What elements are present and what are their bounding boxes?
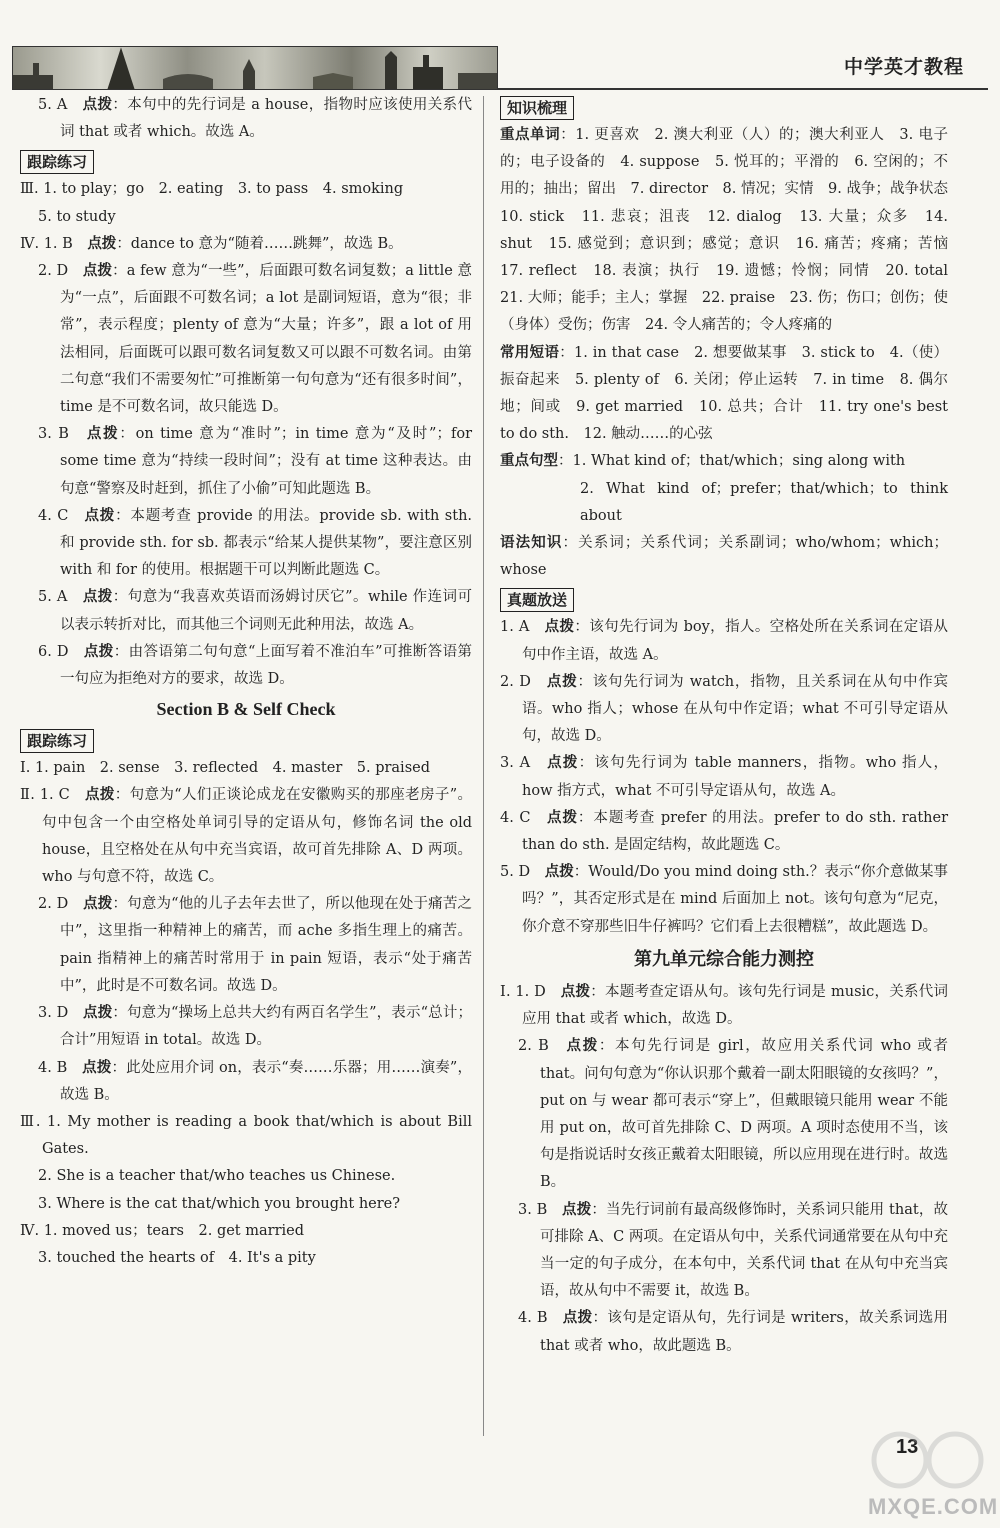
answer-item: 2. D 点拨：该句先行词为 watch，指物，且关系词在从句中作宾语。who 指人；whose 在从句中作定语；what 不可引导定语从句，故选 D。 bbox=[500, 673, 949, 745]
answer-item: 3. B 点拨：当先行词前有最高级修饰时，关系词只能用 that，故可排除 A、C 两项。在定语从句中，关系代词通常要在从句中充当一定的句子成分，在本句中，关系代词 that 在从句中充当宾语，故从句中不需要 it，故选 B。 bbox=[518, 1201, 948, 1300]
grammar-knowledge: 语法知识：关系词；关系代词；关系副词；who/whom；which；whose bbox=[500, 535, 949, 579]
column-divider bbox=[483, 96, 484, 1436]
header-rule bbox=[498, 88, 988, 90]
answer-item: Ⅰ. 1. D 点拨：本题考查定语从句。该句先行词是 music，关系代词应用 that 或者 which，故选 D。 bbox=[500, 983, 949, 1028]
key-sentences-line2: 2. What kind of；prefer；that/which；to think about bbox=[580, 480, 948, 524]
city-skyline-icon bbox=[13, 46, 498, 89]
key-words: 重点单词：1. 更喜欢 2. 澳大利亚（人）的；澳大利亚人 3. 电子的；电子设备的 4. suppose 5. 悦耳的；平滑的 6. 空闲的；不用的；抽出；留出 7. director 8. 情况；实情 9. 战争；战争状态 10. stick 11. 悲哀；沮丧 12. dialog 13. 大量；众多 14. shut 15. 感觉到；意识到；感觉；意识 16. 痛苦；疼痛；苦恼 17. reflect 18. 表演；执行 19. 遗憾；怜悯；同情 20. total 21. 大师；能手；主人；掌握 22. praise 23. 伤；伤口；创伤；使（身体）受伤；伤害 24. 令人痛苦的；令人疼痛的 bbox=[500, 127, 963, 334]
answer-line: 3. touched the hearts of 4. It's a pity bbox=[38, 1249, 316, 1266]
answer-line: 3. Where is the cat that/which you brought here? bbox=[38, 1195, 401, 1212]
section-b-title: Section B & Self Check bbox=[156, 699, 336, 720]
answer-item: 4. C 点拨：本题考查 prefer 的用法。prefer to do sth. rather than do sth. 是固定结构，故此题选 C。 bbox=[500, 809, 949, 854]
answer-line: 2. She is a teacher that/who teaches us Chinese. bbox=[38, 1168, 396, 1185]
header-banner-image bbox=[12, 46, 498, 90]
left-column bbox=[20, 92, 472, 1272]
section-heading: 真题放送 bbox=[500, 588, 574, 612]
answer-item: 6. D 点拨：由答语第二句句意“上面写着不准泊车”可推断答语第一句应为拒绝对方的要求，故选 D。 bbox=[38, 643, 473, 688]
section-heading: 知识梳理 bbox=[500, 96, 574, 120]
answer-item: 2. D 点拨：句意为“他的儿子去年去世了，所以他现在处于痛苦之中”，这里指一种精神上的痛苦，而 ache 多指生理上的痛苦。pain 指精神上的痛苦时常用于 in pain 短语，表示“处于痛苦中”，此时是不可数名词。故选 D。 bbox=[38, 896, 473, 994]
answer-line: Ⅲ. 1. My mother is reading a book that/which is about Bill Gates. bbox=[20, 1113, 472, 1158]
answer-item: 5. D 点拨：Would/Do you mind doing sth.？表示“你介意做某事吗？”，其否定形式是在 mind 后面加上 not。该句句意为“尼克，你介意不穿那些旧牛仔裤吗？它们看上去很糟糕”，故此题选 D。 bbox=[500, 864, 949, 935]
section-heading: 跟踪练习 bbox=[20, 150, 94, 174]
unit-test-title: 第九单元综合能力测控 bbox=[634, 948, 814, 970]
answer-line: Ⅲ. 1. to play；go 2. eating 3. to pass 4. smoking bbox=[20, 181, 404, 198]
section-heading: 跟踪练习 bbox=[20, 729, 94, 753]
answer-item: 2. D 点拨：a few 意为“一些”，后面跟可数名词复数；a little 意为“一点”，后面跟不可数名词；a lot 是副词短语，意为“很；非常”，表示程度；plenty of 意为“大量；许多”，跟 a lot of 用法相同，后面既可以跟可数名词复数又可以跟不可数名词。由第二句意“我们不需要匆忙”可推断第一句句意为“还有很多时间”，time 是不可数名词，故只能选 D。 bbox=[38, 263, 473, 416]
answer-item: 2. B 点拨：本句先行词是 girl，故应用关系代词 who 或者 that。问句句意为“你认识那个戴着一副太阳眼镜的女孩吗？”，put on 与 wear 都可表示“穿上”，但戴眼镜只能用 wear 不能用 put on，故可首先排除 C、D 两项。A 项时态使用不当，该句是指说话时女孩正戴着太阳眼镜，所以应用现在进行时。故选 B。 bbox=[518, 1038, 949, 1191]
answer-line: Ⅳ. 1. moved us；tears 2. get married bbox=[20, 1222, 304, 1239]
answer-line: Ⅰ. 1. pain 2. sense 3. reflected 4. master 5. praised bbox=[20, 760, 430, 777]
page-number: 13 bbox=[896, 1436, 919, 1458]
watermark-text: MXQE.COM bbox=[868, 1494, 999, 1519]
answer-item: 4. B 点拨：此处应用介词 on，表示“奏……乐器；用……演奏”，故选 B。 bbox=[38, 1059, 473, 1103]
answer-item: 5. A 点拨：本句中的先行词是 a house，指物时应该使用关系代词 that 或者 which。故选 A。 bbox=[38, 97, 472, 141]
key-phrases: 常用短语：1. in that case 2. 想要做某事 3. stick to 4.（使）振奋起来 5. plenty of 6. 关闭；停止运转 7. in time 8. 偶尔地；间或 9. get married 10. 总共；合计 11. try one's best to do sth. 12. 触动……的心弦 bbox=[500, 344, 949, 443]
key-sentences: 重点句型：1. What kind of；that/which；sing along with bbox=[500, 453, 906, 470]
book-title: 中学英才教程 bbox=[843, 56, 964, 78]
answer-item: Ⅱ. 1. C 点拨：句意为“人们正谈论成龙在安徽购买的那座老房子”。句中包含一个由空格处单词引导的定语从句，修饰名词 the old house，且空格处在从句中充当宾语，故可首先排除 A、D 两项。who 与句意不符，故选 C。 bbox=[20, 787, 472, 886]
answer-item: 4. C 点拨：本题考查 provide 的用法。provide sb. with sth. 和 provide sth. for sb. 都表示“给某人提供某物”，要注意区别 with 和 for 的使用。根据题干可以判断此题选 C。 bbox=[38, 507, 473, 579]
answer-line: 5. to study bbox=[38, 208, 116, 225]
answer-item: Ⅳ. 1. B 点拨：dance to 意为“随着……跳舞”，故选 B。 bbox=[20, 235, 403, 252]
answer-item: 3. A 点拨：该句先行词为 table manners，指物。who 指人，how 指方式，what 不可引导定语从句，故选 A。 bbox=[500, 755, 948, 799]
right-column bbox=[500, 92, 963, 1360]
answer-item: 5. A 点拨：句意为“我喜欢英语而汤姆讨厌它”。while 作连词可以表示转折对比，而其他三个词则无此种用法，故选 A。 bbox=[38, 589, 473, 633]
answer-item: 3. D 点拨：句意为“操场上总共大约有两百名学生”，表示“总计；合计”用短语 in total。故选 D。 bbox=[38, 1005, 472, 1049]
answer-item: 3. B 点拨：on time 意为“准时”；in time 意为“及时”；for some time 意为“持续一段时间”；没有 at time 这种表达。由句意“警察及时赶到，抓住了小偷”可知此题选 B。 bbox=[38, 426, 472, 497]
answer-item: 4. B 点拨：该句是定语从句，先行词是 writers，故关系词选用 that 或者 who，故此题选 B。 bbox=[518, 1310, 949, 1354]
answer-item: 1. A 点拨：该句先行词为 boy，指人。空格处所在关系词在定语从句中作主语，故选 A。 bbox=[500, 619, 949, 663]
